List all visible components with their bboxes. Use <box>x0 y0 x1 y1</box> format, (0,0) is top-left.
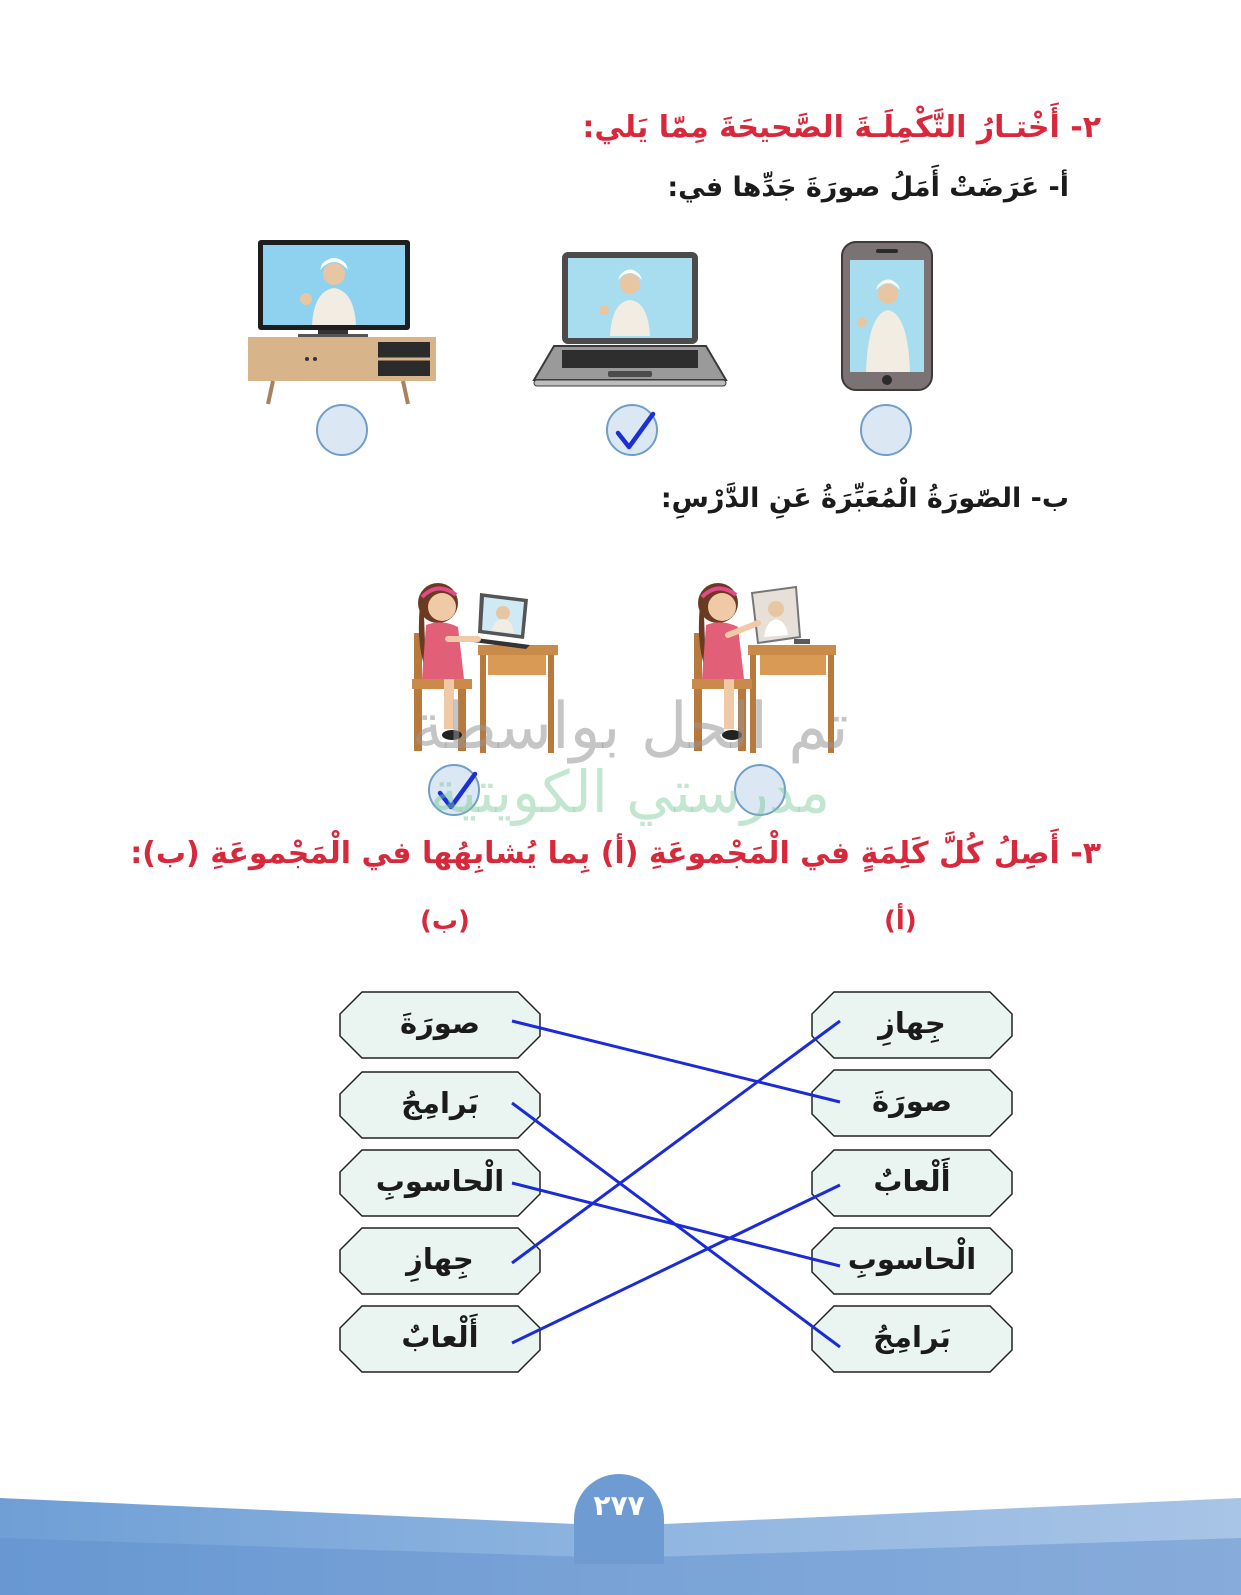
watermark-line-1: تم الحل بواسطة <box>411 690 849 764</box>
question-2-title: ٢- أَخْتـارُ التَّكْمِلَـةَ الصَّحيحَةَ مِمّا يَلي: <box>582 110 1101 145</box>
group-a-item-4[interactable] <box>810 1226 1014 1296</box>
group-a-word: الْحاسوبِ <box>847 1242 977 1276</box>
group-b-word: جِهازِ <box>406 1242 474 1276</box>
girl-tablet-image <box>688 575 838 755</box>
option-laptop-circle[interactable] <box>606 404 658 456</box>
group-b-word: الْحاسوبِ <box>375 1164 505 1198</box>
group-b-item-2[interactable] <box>338 1070 542 1140</box>
match-line <box>512 1103 840 1347</box>
check-icon <box>608 406 660 458</box>
group-b-item-3[interactable] <box>338 1148 542 1218</box>
group-b-item-1[interactable] <box>338 990 542 1060</box>
question-3-title: ٣- أَصِلُ كُلَّ كَلِمَةٍ في الْمَجْموعَةِ (أ) بِما يُشابِهُها في الْمَجْموعَةِ (ب): <box>130 836 1101 871</box>
group-b-word: أَلْعابٌ <box>401 1320 479 1354</box>
option-girl-tablet-circle[interactable] <box>734 764 786 816</box>
match-line <box>512 1021 840 1263</box>
group-a-item-5[interactable] <box>810 1304 1014 1374</box>
girl-laptop-image <box>408 575 558 755</box>
match-line <box>512 1183 840 1266</box>
option-tv-circle[interactable] <box>316 404 368 456</box>
question-2b-label: ب- الصّورَةُ الْمُعَبِّرَةُ عَنِ الدَّرْسِ: <box>660 483 1069 514</box>
option-phone-circle[interactable] <box>860 404 912 456</box>
match-line <box>512 1185 840 1343</box>
group-b-word: بَرامِجُ <box>401 1086 479 1120</box>
group-b-word: صورَةَ <box>399 1006 481 1040</box>
group-a-word: بَرامِجُ <box>873 1320 951 1354</box>
group-a-item-3[interactable] <box>810 1148 1014 1218</box>
group-a-item-1[interactable] <box>810 990 1014 1060</box>
match-line <box>512 1021 840 1102</box>
option-girl-laptop-circle[interactable] <box>428 764 480 816</box>
group-a-label: (أ) <box>884 906 917 936</box>
group-b-item-4[interactable] <box>338 1226 542 1296</box>
question-2a-label: أ- عَرَضَتْ أَمَلُ صورَةَ جَدِّها في: <box>667 172 1069 203</box>
check-icon <box>430 766 482 818</box>
watermark-line-2: مدرستي الكويتية <box>429 758 831 826</box>
laptop-image <box>532 250 728 392</box>
group-a-item-2[interactable] <box>810 1068 1014 1138</box>
tv-image <box>228 236 450 406</box>
page-number: ٢٧٧ <box>574 1474 664 1564</box>
group-b-label: (ب) <box>420 906 470 936</box>
group-b-item-5[interactable] <box>338 1304 542 1374</box>
group-a-word: أَلْعابٌ <box>873 1164 951 1198</box>
group-a-word: جِهازِ <box>878 1006 946 1040</box>
phone-image <box>840 240 934 392</box>
group-a-word: صورَةَ <box>871 1084 953 1118</box>
